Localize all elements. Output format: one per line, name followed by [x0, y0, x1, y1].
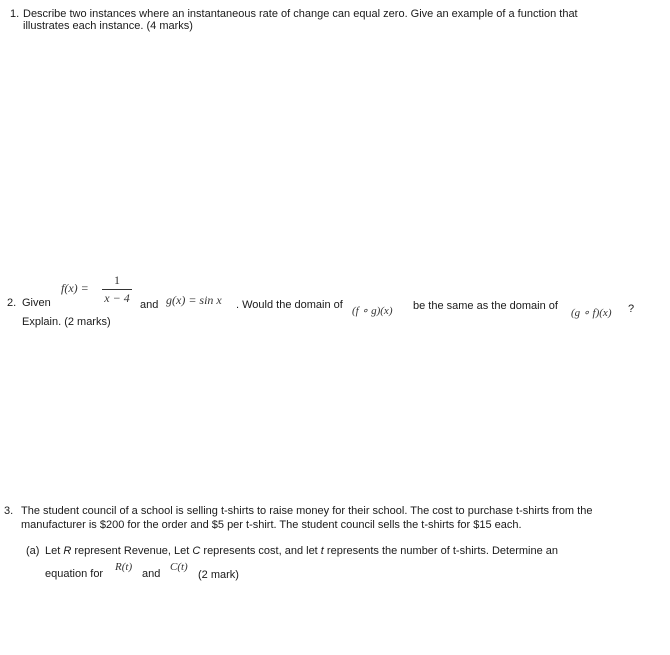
f-numerator: 1 — [114, 273, 120, 287]
question-2-text-mid: . Would the domain of — [236, 299, 343, 311]
part-a-text-line1 — [45, 545, 558, 557]
question-2-and: and — [140, 299, 159, 311]
f-compose-g: (f ∘ g)(x) — [352, 305, 393, 317]
f-denominator: x − 4 — [104, 291, 130, 305]
question-2-text-mid2: be the same as the domain of — [413, 300, 558, 312]
question-1-number: 1. — [10, 8, 20, 20]
question-1-text-line2: illustrates each instance. (4 marks) — [23, 20, 193, 32]
var-C: C — [192, 545, 201, 557]
question-3-text-line1: The student council of a school is selling t-shirts to raise money for their school. The cost to purchase t-shirts from the — [21, 505, 593, 517]
part-a-label: (a) — [26, 545, 40, 557]
question-3-text-line2: manufacturer is $200 for the order and $5 per t-shirt. The student council sells the t-shirts for $15 each. — [21, 519, 522, 531]
C-of-t: C(t) — [170, 561, 188, 573]
f-fraction — [102, 273, 132, 306]
g-compose-f: (g ∘ f)(x) — [571, 307, 612, 319]
var-t: t — [320, 545, 324, 557]
var-R: R — [63, 545, 72, 557]
fraction-bar — [102, 289, 132, 290]
question-2-explain: Explain. (2 marks) — [22, 316, 111, 328]
g-definition: g(x) = sin x — [166, 293, 222, 307]
part-a-text: Let — [45, 545, 64, 557]
part-a-and: and — [142, 568, 161, 580]
part-a-text: represents cost, and let — [200, 545, 321, 557]
part-a-text: represents the number of t-shirts. Determine an — [323, 545, 559, 557]
f-definition-lhs: f(x) = — [61, 281, 89, 295]
R-of-t: R(t) — [115, 561, 133, 573]
question-3-number: 3. — [4, 505, 14, 517]
question-2-given: Given — [22, 297, 51, 309]
part-a-text: represent Revenue, Let — [71, 545, 193, 557]
part-a-marks: (2 mark) — [198, 569, 239, 581]
question-2-number: 2. — [7, 297, 17, 309]
question-2-qmark: ? — [628, 303, 635, 315]
question-1-text-line1: Describe two instances where an instantaneous rate of change can equal zero. Give an example of a function that — [23, 8, 578, 20]
part-a-eq-prefix: equation for — [45, 568, 104, 580]
